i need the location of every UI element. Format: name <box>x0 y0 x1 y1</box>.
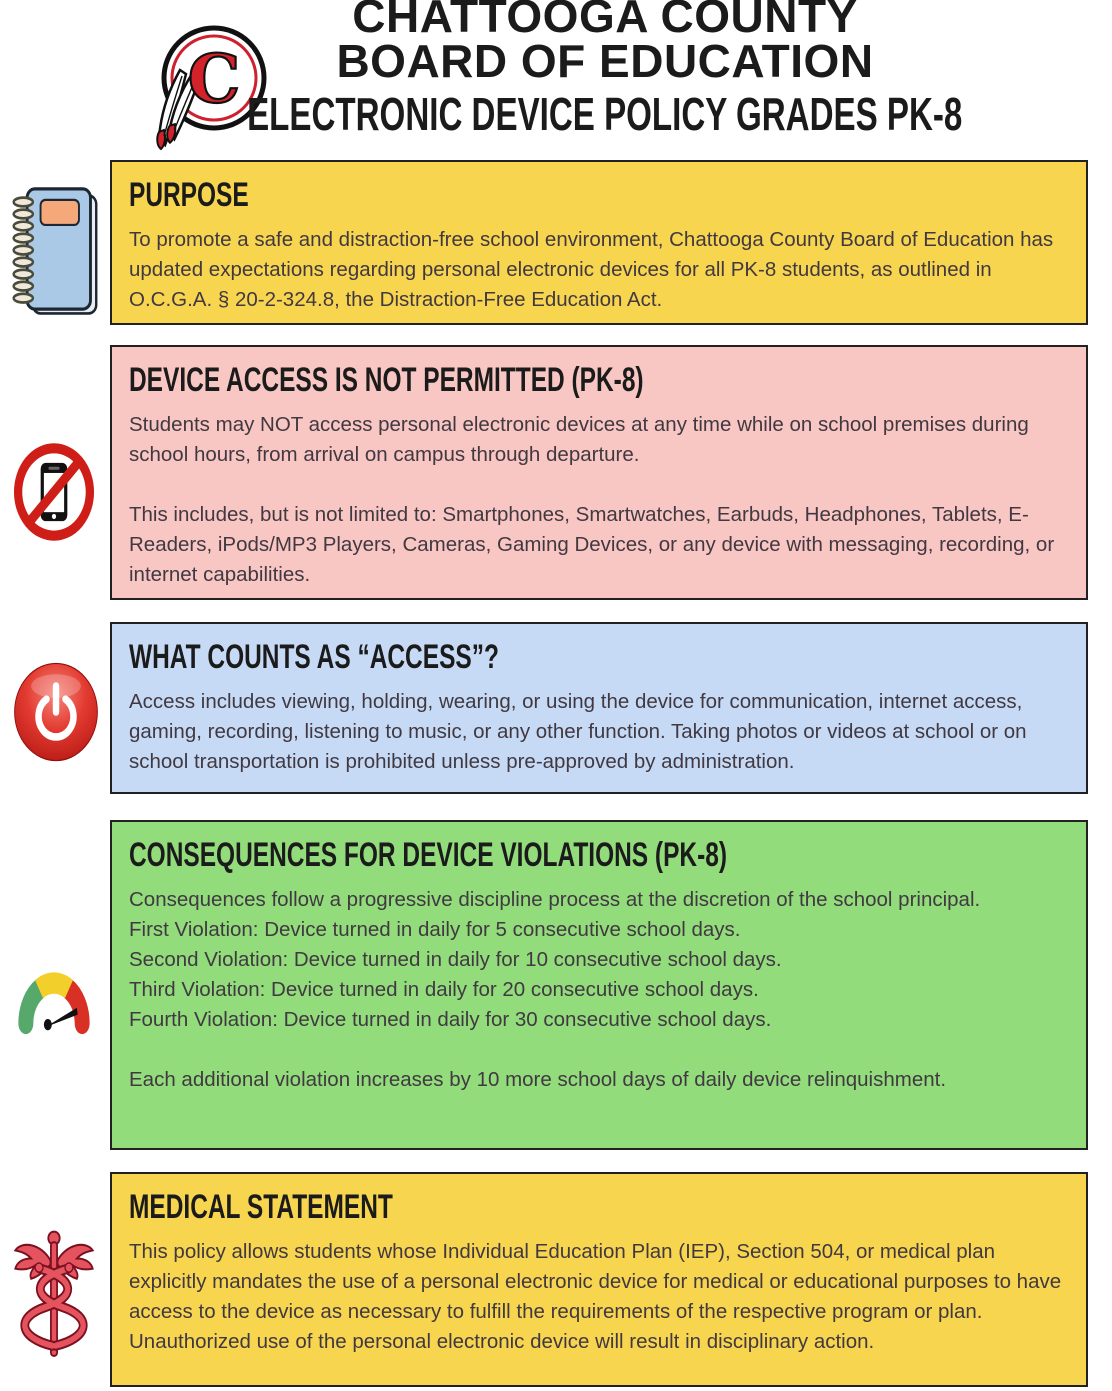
prohibited-text-1: Students may NOT access personal electronic devices at any time while on school premises during school hours, from arrival on campus through departure. <box>129 413 1029 466</box>
prohibited-title: DEVICE ACCESS IS NOT PERMITTED (PK-8) <box>129 361 644 399</box>
violation-line: Fourth Violation: Device turned in daily for 30 consecutive school days. <box>129 1008 772 1031</box>
purpose-title: PURPOSE <box>129 176 249 214</box>
page-title-line1: CHATTOOGA COUNTY <box>352 0 858 42</box>
medical-text: This policy allows students whose Individual Education Plan (IEP), Section 504, or medical plan explicitly mandates the use of a personal electronic device for medical or educational purposes to have access to the device as necessary to fulfill the requirements of the respective program or plan. Unauthorized use of the personal electronic device will result in disciplinary action. <box>129 1240 1062 1353</box>
no-phone-icon <box>8 436 100 548</box>
section-device-access-not-permitted <box>110 345 1088 600</box>
caduceus-icon <box>10 1226 98 1368</box>
section-consequences <box>110 820 1088 1150</box>
violation-line: Third Violation: Device turned in daily for 20 consecutive school days. <box>129 978 759 1001</box>
violation-line: First Violation: Device turned in daily for 5 consecutive school days. <box>129 918 741 941</box>
section-medical-statement <box>110 1172 1088 1387</box>
access-title: WHAT COUNTS AS “ACCESS”? <box>129 638 499 676</box>
medical-title: MEDICAL STATEMENT <box>129 1188 393 1226</box>
purpose-text: To promote a safe and distraction-free school environment, Chattooga County Board of Education has updated expectations regarding personal electronic devices for all PK-8 students, as outlined in O.C.G.A. § 20-2-324.8, the Distraction-Free Education Act. <box>129 228 1054 311</box>
page-subtitle: ELECTRONIC DEVICE POLICY GRADES PK-8 <box>247 88 963 140</box>
gauge-icon <box>10 948 98 1036</box>
section-what-counts-as-access <box>110 622 1088 794</box>
access-text: Access includes viewing, holding, wearing, or using the device for communication, internet access, gaming, recording, listening to music, or any other function. Taking photos or videos at school or on school transportation is prohibited unless pre-approved by administration. <box>129 690 1027 773</box>
header <box>90 0 1112 147</box>
page-title-line2: BOARD OF EDUCATION <box>336 35 874 87</box>
section-purpose <box>110 160 1088 325</box>
logo-letter: C <box>187 40 241 118</box>
notebook-icon <box>6 178 102 320</box>
power-button-icon <box>10 658 102 766</box>
consequences-title: CONSEQUENCES FOR DEVICE VIOLATIONS (PK-8) <box>129 836 728 874</box>
violation-line: Second Violation: Device turned in daily for 10 consecutive school days. <box>129 948 782 971</box>
prohibited-text-2: This includes, but is not limited to: Smartphones, Smartwatches, Earbuds, Headphones, Tablets, E-Readers, iPods/MP3 Players, Cameras, Gaming Devices, or any device with messaging, recording, or internet capabilities. <box>129 503 1055 586</box>
consequences-intro: Consequences follow a progressive discipline process at the discretion of the school principal. <box>129 888 981 911</box>
consequences-note: Each additional violation increases by 10 more school days of daily device relinquishment. <box>129 1068 947 1091</box>
